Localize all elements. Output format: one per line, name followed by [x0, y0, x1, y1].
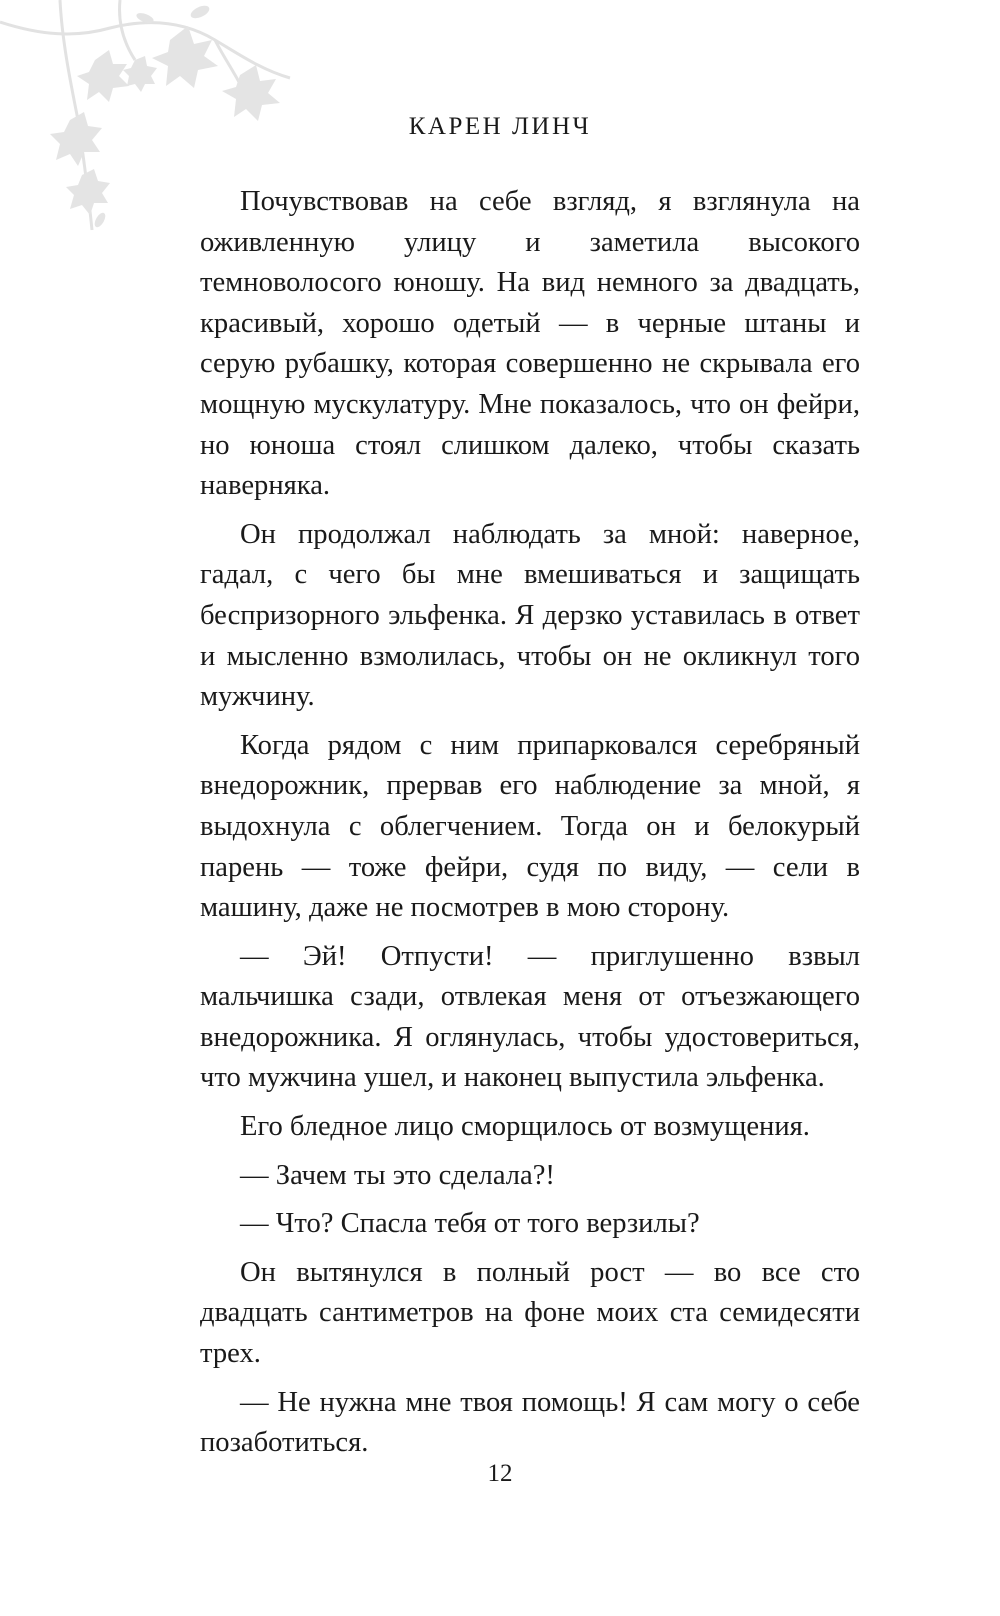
paragraph: — Эй! Отпусти! — приглушенно взвыл мальчишка сзади, отвлекая меня от отъезжающего внедорожника. Я оглянулась, чтобы удостовериться, что мужчина ушел, и наконец выпустила эльфенка. — [200, 940, 860, 1094]
running-head: КАРЕН ЛИНЧ — [408, 113, 592, 140]
paragraph: Когда рядом с ним припарковался серебряный внедорожник, прервав его наблюдение за мной, я выдохнула с облегчением. Тогда он и белокурый парень — тоже фейри, судя по виду, — сели в машину, даже не посмотрев в мою сторону. — [200, 729, 860, 924]
paragraph: Он вытянулся в полный рост — во все сто двадцать сантиметров на фоне моих ста семидесяти трех. — [200, 1256, 860, 1370]
paragraph: — Не нужна мне твоя помощь! Я сам могу о себе позаботиться. — [200, 1386, 860, 1459]
paragraph: — Зачем ты это сделала?! — [240, 1159, 555, 1191]
paragraph: Он продолжал наблюдать за мной: наверное, гадал, с чего бы мне вмешиваться и защищать беспризорного эльфенка. Я дерзко уставилась в ответ и мысленно взмолилась, чтобы он не окликнул того мужчину. — [200, 518, 860, 713]
page-number: 12 — [487, 1460, 513, 1487]
paragraph: — Что? Спасла тебя от того верзилы? — [240, 1208, 700, 1240]
paragraph: Его бледное лицо сморщилось от возмущения. — [240, 1111, 810, 1143]
paragraph: Почувствовав на себе взгляд, я взглянула на оживленную улицу и заметила высокого темноволосого юношу. На вид немного за двадцать, красивый, хорошо одетый — в черные штаны и серую рубашку, которая совершенно не скрывала его мощную мускулатуру. Мне показалось, что он фейри, но юноша стоял слишком далеко, чтобы сказать наверняка. — [200, 186, 860, 502]
body-text — [200, 182, 860, 1472]
